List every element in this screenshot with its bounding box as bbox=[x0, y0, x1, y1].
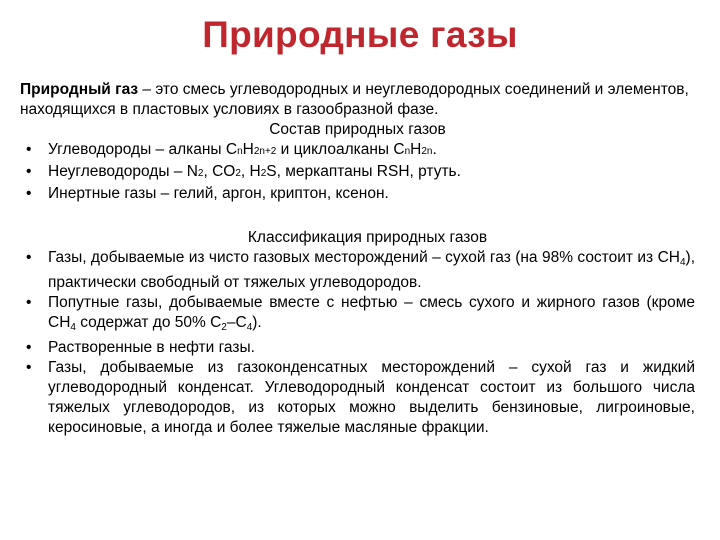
list-item: • Газы, добываемые из чисто газовых месторождений – сухой газ (на 98% состоит из $CH_4$), практически свободный от тяжелых углеводородов. bbox=[20, 248, 695, 293]
list-item: • Газы, добываемые из газоконденсатных месторождений – сухой газ и жидкий углеводородный конденсат. Углеводородный конденсат состоит из большого числа тяжелых углеводородов, из которых можно выделить бензиновые, лигроиновые, керосиновые, а иногда и более тяжелые масляные фракции. bbox=[20, 358, 695, 438]
slide-body bbox=[20, 80, 695, 438]
page-title: Природные газы bbox=[202, 14, 518, 55]
classification-list bbox=[20, 248, 695, 438]
intro-paragraph bbox=[20, 80, 695, 120]
list-item: • Попутные газы, добываемые вместе с нефтью – смесь сухого и жирного газов (кроме $CH_4$ содержат до 50% $C_2-C_4$). bbox=[20, 293, 695, 338]
intro-text: – это смесь углеводородных и неуглеводородных соединений и элементов, находящихся в пластовых условиях в газообразной фазе. bbox=[20, 81, 689, 118]
list-item: • Растворенные в нефти газы. bbox=[20, 338, 695, 358]
list-item: • Неуглеводороды – N2, CO2, H2S, меркаптаны RSH, ртуть. bbox=[20, 162, 695, 184]
composition-heading: Состав природных газов bbox=[269, 121, 446, 138]
intro-term: Природный газ bbox=[20, 81, 139, 98]
classification-heading: Классификация природных газов bbox=[247, 229, 488, 246]
list-item: • Инертные газы – гелий, аргон, криптон, ксенон. bbox=[20, 184, 695, 204]
list-item: • Углеводороды – алканы CnH2n+2 и циклоалканы CnH2n. bbox=[20, 140, 695, 162]
composition-list bbox=[20, 140, 695, 204]
